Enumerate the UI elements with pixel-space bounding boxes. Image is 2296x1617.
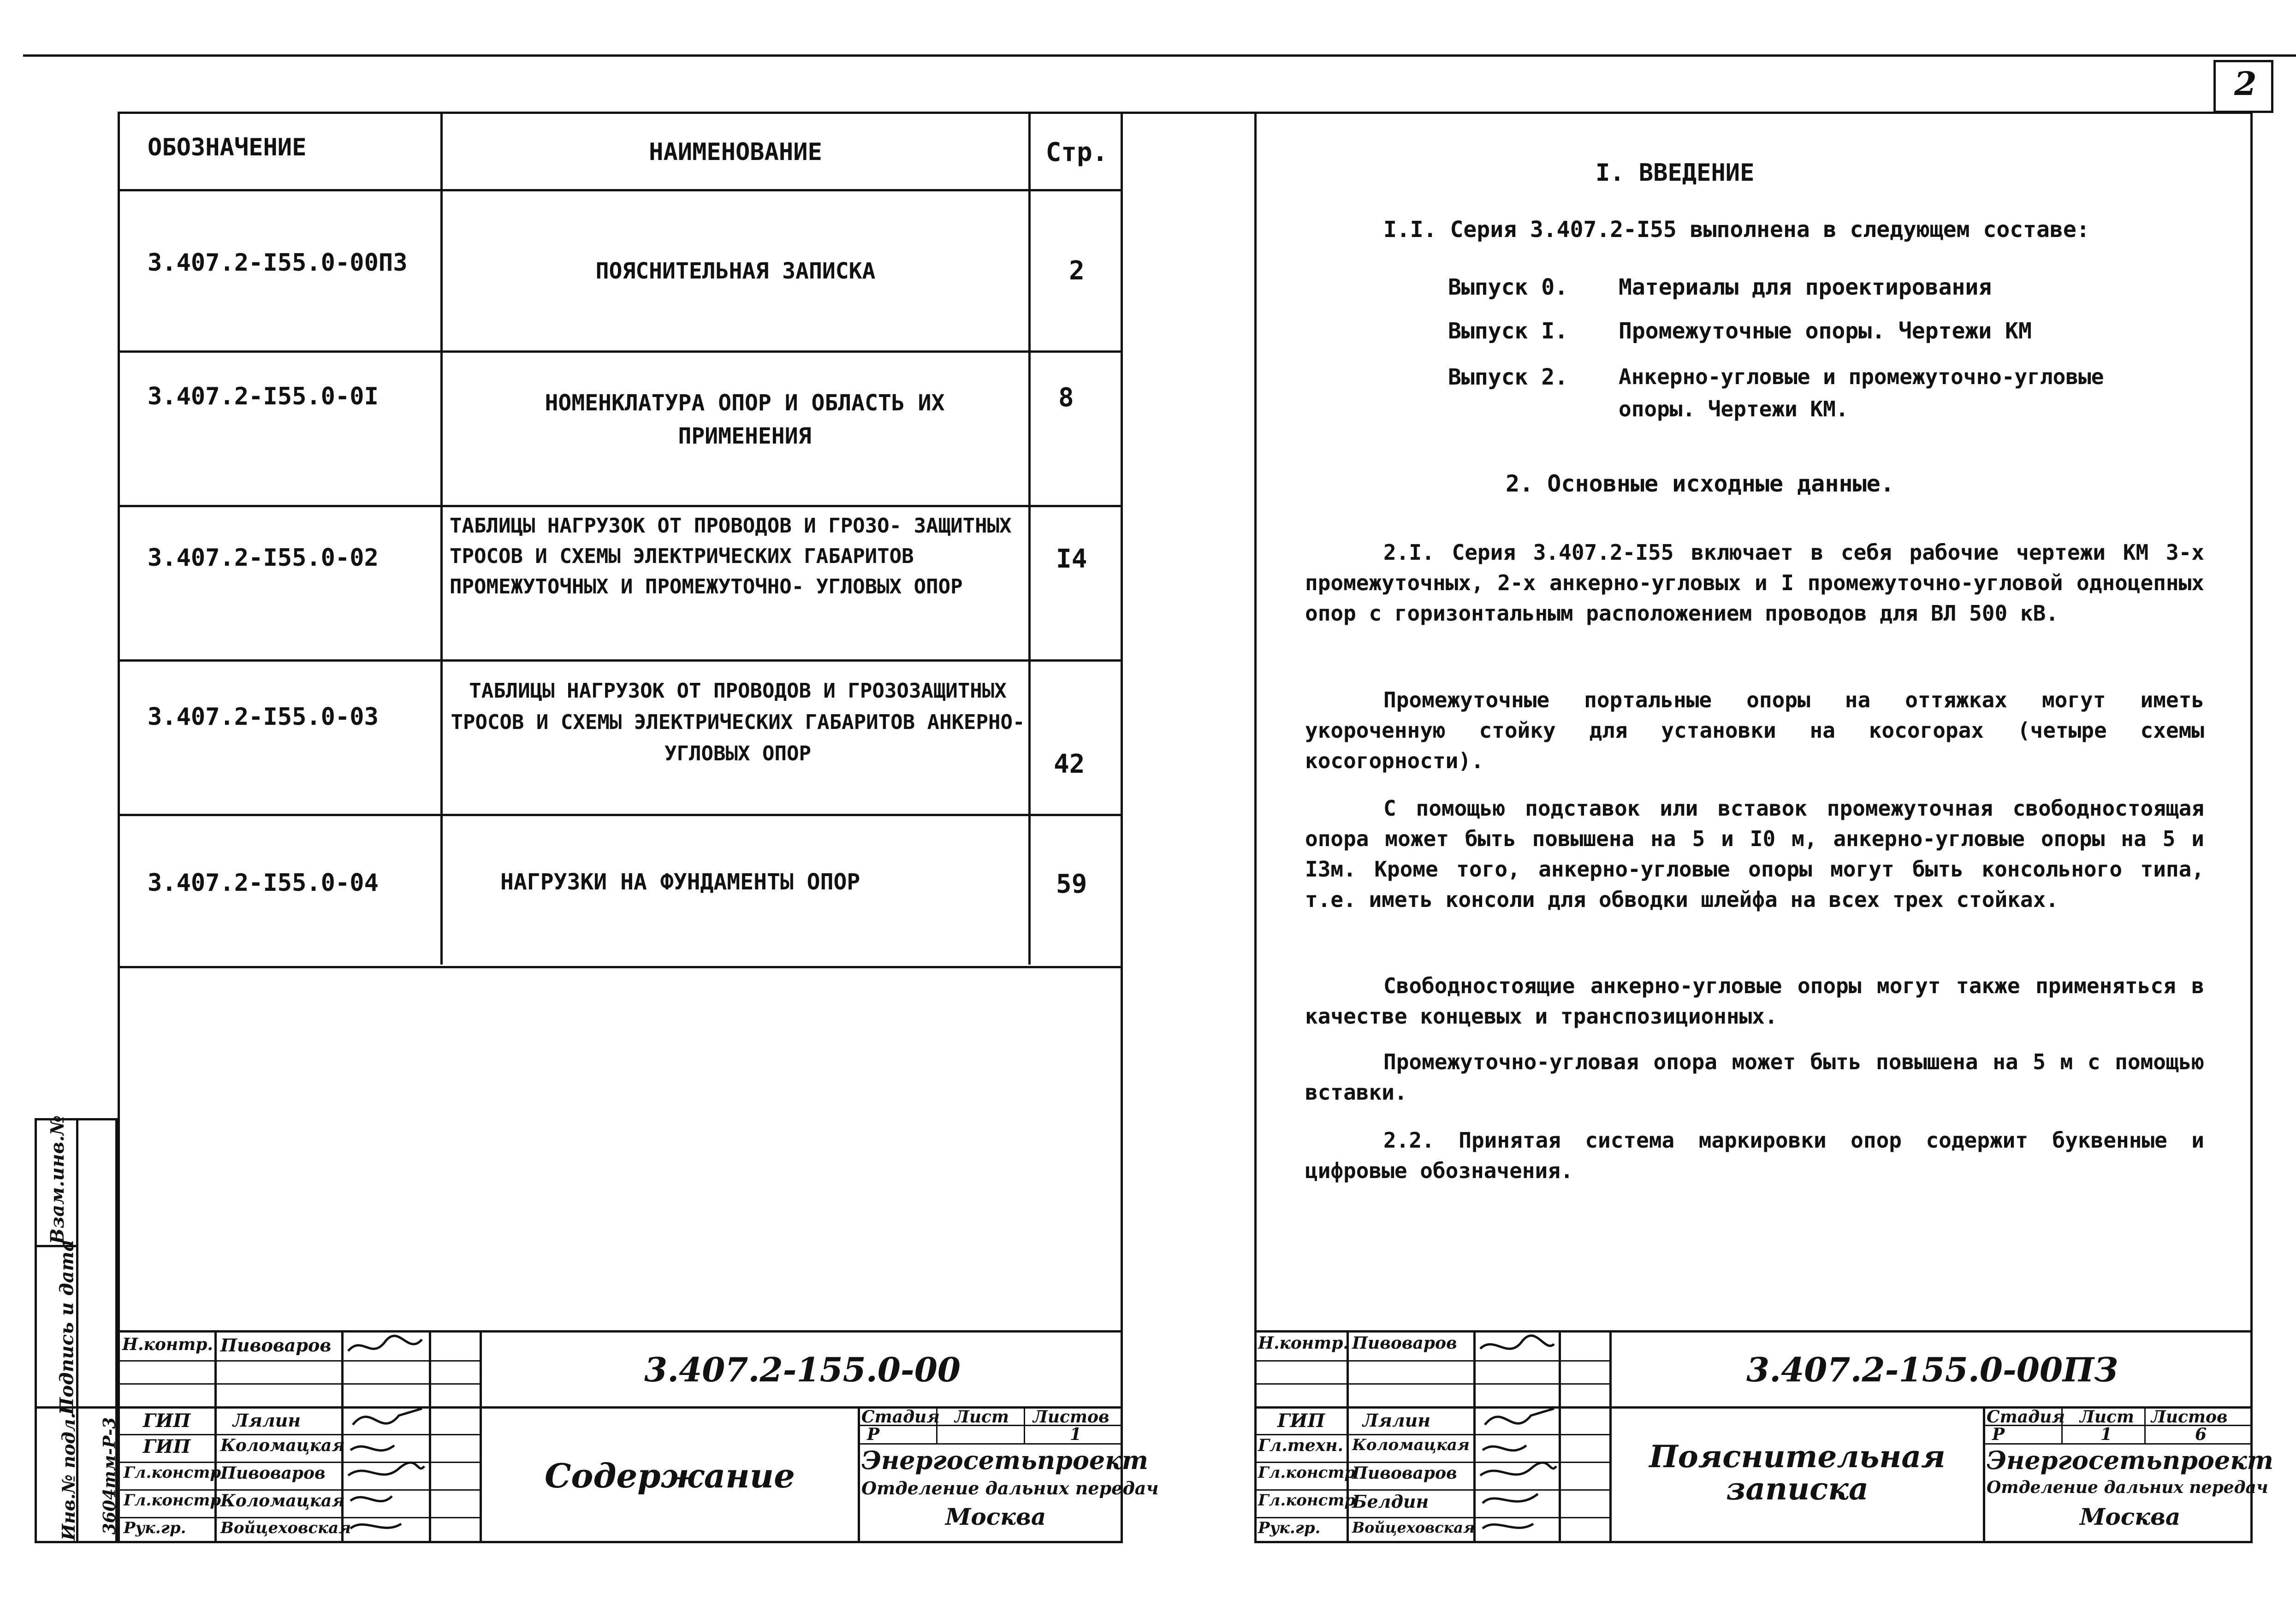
issue-1-text: Промежуточные опоры. Чертежи КМ [1619,318,2032,344]
right-stamp-code: 3.407.2-155.0-00ПЗ [1746,1350,2118,1389]
issue-2-label: Выпуск 2. [1448,364,1568,390]
right-stamp-sheets: 6 [2195,1425,2207,1444]
paragraph-freestanding: Свободностоящие анкерно-угловые опоры могут также применяться в качестве концевых и транспозиционных. [1305,973,2204,1029]
toc-header-page: Стр. [1045,137,1108,167]
left-signatures [344,1333,429,1542]
toc-col-line-1 [440,112,443,965]
toc-row-5-page: 59 [1056,869,1087,899]
toc-row-2-name: НОМЕНКЛАТУРА ОПОР И ОБЛАСТЬ ИХ ПРИМЕНЕНИЯ [545,390,945,449]
left-stamp-col-3 [429,1330,431,1543]
intro-heading: I. ВВЕДЕНИЕ [1596,159,1755,187]
left-stamp-sheets-label: Листов [1033,1407,1109,1427]
toc-row-3-page: I4 [1056,544,1087,574]
source-data-heading: 2. Основные исходные данные. [1506,470,1894,497]
side-stamp-text-4: 3604тм-Р-3 [100,1417,119,1535]
toc-row-1-name: ПОЯСНИТЕЛЬНАЯ ЗАПИСКА [595,258,876,284]
left-stamp-name-3: Коломацкая [220,1436,345,1455]
left-stamp-name-5: Коломацкая [220,1491,345,1510]
toc-header-name: НАИМЕНОВАНИЕ [649,138,822,166]
right-signatures [1476,1333,1559,1542]
paragraph-intermediate-angle: Промежуточно-угловая опора может быть повышена на 5 м с помощью вставки. [1305,1049,2204,1105]
toc-row-line-4 [118,814,1123,816]
left-stamp-name-2: Лялин [233,1410,301,1431]
left-stamp-role-5: Гл.констр [124,1491,221,1510]
right-stamp-title-1: Пояснительная [1649,1439,1946,1475]
toc-row-1-page: 2 [1069,256,1085,286]
right-stamp-sheet-label: Лист [2080,1407,2135,1427]
issue-0-text: Материалы для проектирования [1619,274,1992,300]
right-stamp-name-6: Войцеховская [1352,1519,1475,1536]
left-stamp-sheets: 1 [1070,1425,1082,1444]
toc-row-3-name: ТАБЛИЦЫ НАГРУЗОК ОТ ПРОВОДОВ И ГРОЗО- ЗАЩИТНЫХ ТРОСОВ И СХЕМЫ ЭЛЕКТРИЧЕСКИХ ГАБАРИТОВ ПРОМЕЖУТОЧНЫХ И ПРОМЕЖУТОЧНО- УГЛОВЫХ ОПОР [450,514,1012,598]
series-composition: I.I. Серия 3.407.2-I55 выполнена в следующем составе: [1383,217,2090,243]
left-stamp-stage-label: Стадия [861,1407,940,1427]
left-stamp-role-4: Гл.констр [124,1463,221,1482]
right-stamp-col-1 [1347,1330,1349,1543]
right-stamp-stage: Р [1992,1425,2005,1444]
right-stamp-name-5: Белдин [1352,1491,1429,1512]
right-stamp-org-3: Москва [2080,1503,2181,1530]
right-stamp-role-4: Гл.констр [1258,1463,1356,1482]
left-stamp-sheet-label: Лист [955,1407,1009,1427]
toc-row-line-3 [118,659,1123,662]
toc-row-5-designation: 3.407.2-I55.0-04 [148,869,379,897]
left-stamp-role-2: ГИП [143,1410,191,1432]
right-stamp-col-3 [1559,1330,1561,1543]
right-stamp-stage-label: Стадия [1987,1407,2065,1427]
paragraph-2-1: 2.I. Серия 3.407.2-I55 включает в себя рабочие чертежи КМ 3-х промежуточных, 2-х анкерно-угловых и I промежуточно-угловой одноцепных опор с горизонтальным расположением проводов для ВЛ 500 кВ. [1305,540,2204,626]
left-stamp-role-3: ГИП [143,1436,191,1457]
issue-0-label: Выпуск 0. [1448,274,1568,300]
issue-2-text-cont: опоры. Чертежи КМ. [1619,397,1849,421]
left-stamp-code: 3.407.2-155.0-00 [644,1350,961,1389]
left-stamp-name-1: Пивоваров [220,1335,332,1356]
right-stamp-role-5: Гл.констр [1258,1491,1356,1510]
right-stamp-name-1: Пивоваров [1352,1333,1457,1353]
left-stamp-col-5 [858,1406,860,1543]
right-stamp-stage-line-2 [1983,1443,2253,1445]
issue-2-text: Анкерно-угловые и промежуточно-угловые [1619,364,2104,389]
right-stamp-col-5 [1983,1406,1985,1543]
toc-row-4-page: 42 [1054,749,1085,779]
toc-row-2-page: 8 [1058,383,1074,413]
paragraph-2-2: 2.2. Принятая система маркировки опор содержит буквенные и цифровые обозначения. [1305,1128,2204,1183]
side-stamp-text-3: Инв.№ подл. [58,1413,79,1540]
right-stamp-sheet: 1 [2100,1425,2112,1444]
right-stamp-org-2: Отделение дальних передач [1987,1478,2268,1497]
right-stamp-role-2: ГИП [1277,1410,1325,1432]
right-stamp-role-6: Рук.гр. [1258,1519,1321,1537]
issue-1-label: Выпуск I. [1448,318,1568,344]
toc-row-4-name: ТАБЛИЦЫ НАГРУЗОК ОТ ПРОВОДОВ И ГРОЗОЗАЩИТНЫХ ТРОСОВ И СХЕМЫ ЭЛЕКТРИЧЕСКИХ ГАБАРИТОВ АНКЕРНО-УГЛОВЫХ ОПОР [451,679,1025,765]
left-stamp-col-1 [214,1330,217,1543]
paragraph-extensions: С помощью подставок или вставок промежуточная свободностоящая опора может быть повышена на 5 и I0 м, анкерно-угловые опоры на 5 и I3м. Кроме того, анкерно-угловые опоры могут быть консольного типа, т.е. иметь консоли для обводки шлейфа на всех трех стойках. [1305,796,2204,912]
toc-header-designation: ОБОЗНАЧЕНИЕ [148,134,307,161]
toc-row-1-designation: 3.407.2-I55.0-00ПЗ [148,249,408,277]
toc-row-line-5 [118,966,1123,968]
toc-row-4-designation: 3.407.2-I55.0-03 [148,703,379,731]
right-stamp-name-2: Лялин [1363,1410,1430,1431]
right-stamp-name-3: Коломацкая [1352,1436,1470,1454]
top-frame-line [23,54,2296,57]
side-stamp-text-2: Подпись и дата [56,1239,78,1415]
right-stamp-name-4: Пивоваров [1352,1463,1457,1483]
right-stamp-org-1: Энергосетьпроект [1987,1445,2273,1475]
toc-row-2-designation: 3.407.2-I55.0-0I [148,383,379,410]
toc-row-3-designation: 3.407.2-I55.0-02 [148,544,379,572]
left-stamp-stage-line-2 [858,1443,1123,1445]
left-stamp-name-4: Пивоваров [220,1463,326,1483]
left-stamp-name-6: Войцеховская [220,1519,351,1537]
right-stamp-role-1: Н.контр. [1258,1333,1349,1353]
toc-row-5-name: НАГРУЗКИ НА ФУНДАМЕНТЫ ОПОР [500,869,860,895]
left-stamp-stage: Р [867,1425,880,1444]
right-stamp-sheets-label: Листов [2151,1407,2228,1427]
paragraph-portal: Промежуточные портальные опоры на оттяжках могут иметь укороченную стойку для установки на косогорах (четыре схемы косогорности). [1305,687,2204,773]
side-stamp-text-1: Взам.инв.№ [47,1115,69,1244]
left-stamp-org-1: Энергосетьпроект [861,1445,1148,1475]
right-stamp-title-2: записка [1726,1471,1869,1507]
left-stamp-role-6: Рук.гр. [124,1519,186,1537]
left-stamp-org-2: Отделение дальних передач [861,1478,1159,1499]
left-stamp-title: Содержание [545,1456,795,1495]
page-number: 2 [2234,65,2257,103]
left-stamp-org-3: Москва [945,1503,1046,1530]
left-stamp-role-1: Н.контр. [122,1335,213,1354]
right-stamp-role-3: Гл.техн. [1258,1436,1343,1455]
